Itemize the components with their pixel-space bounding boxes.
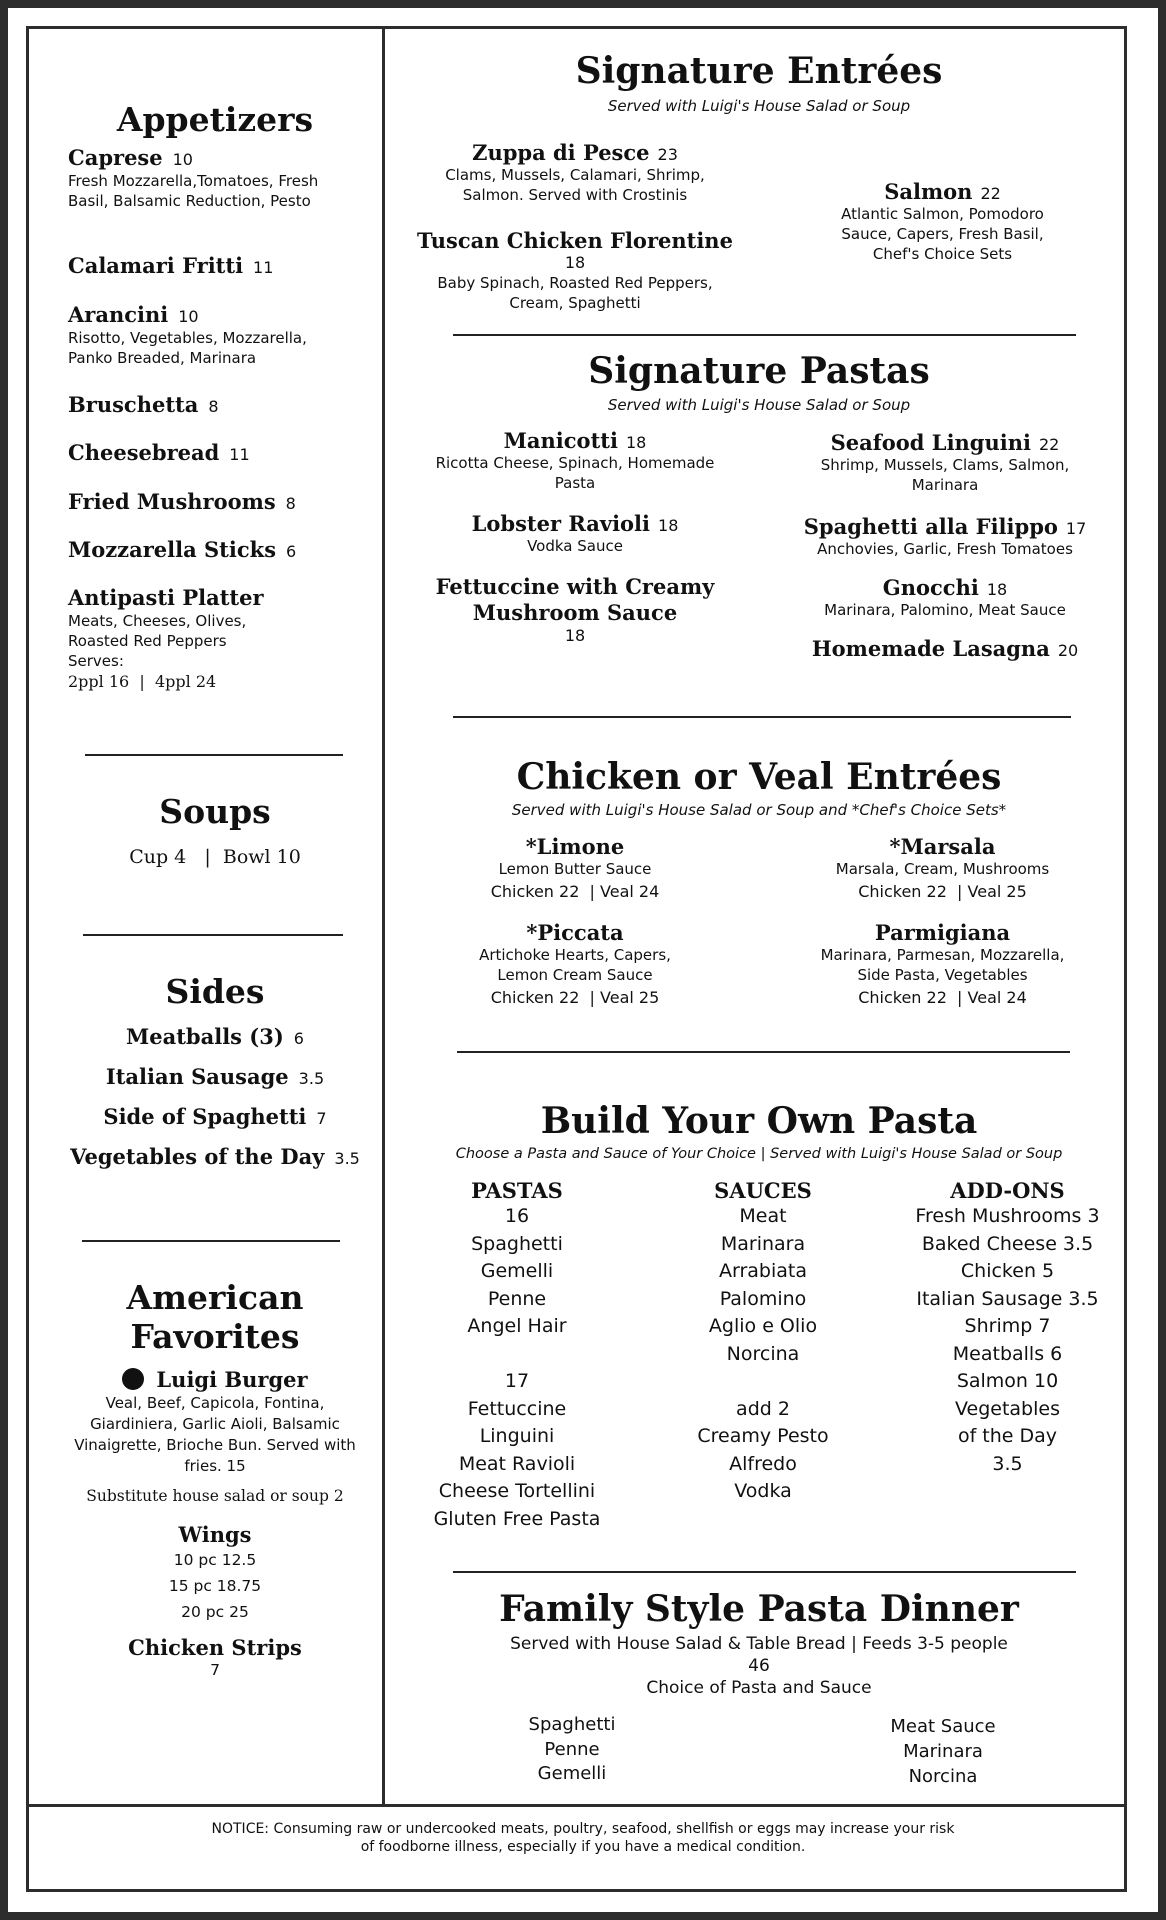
item-name: *Marsala xyxy=(889,834,996,859)
item-desc: Vodka Sauce xyxy=(527,537,623,555)
item-name: Mozzarella Sticks xyxy=(68,537,277,562)
divider xyxy=(457,1051,1070,1053)
item-name: Gnocchi xyxy=(882,575,979,600)
sides-list xyxy=(62,1024,368,1184)
strips-block xyxy=(62,1635,368,1680)
item-price: 22 xyxy=(1039,435,1060,454)
column-heading: ADD-ONS xyxy=(950,1178,1065,1203)
pasta-fettuccine xyxy=(420,574,730,646)
item-prices: Chicken 22 | Veal 25 xyxy=(858,882,1027,901)
item-name: *Limone xyxy=(525,834,625,859)
serves-prices: 2ppl 16 | 4ppl 24 xyxy=(68,672,217,691)
family-block xyxy=(400,1633,1118,1699)
item-name: Fried Mushrooms xyxy=(68,489,276,514)
entree-zuppa xyxy=(420,140,730,205)
item-desc: Veal, Beef, Capicola, Fontina, Giardiniera, Garlic Aioli, Balsamic Vinaigrette, Brioche Bun. Served with fries. 15 xyxy=(74,1394,356,1475)
pasta-gnocchi xyxy=(795,575,1095,620)
item-price: 7 xyxy=(210,1661,220,1679)
item-desc: Risotto, Vegetables, Mozzarella, Panko Breaded, Marinara xyxy=(68,329,307,367)
sides-heading: Sides xyxy=(165,972,265,1011)
item-price: 18 xyxy=(658,516,679,535)
item-name: Zuppa di Pesce xyxy=(472,140,650,165)
item-name: Homemade Lasagna xyxy=(811,636,1050,661)
item-desc: Atlantic Salmon, Pomodoro Sauce, Capers, Fresh Basil, Chef's Choice Sets xyxy=(841,205,1044,263)
item-price: 17 xyxy=(1065,519,1087,538)
item-name: Calamari Fritti xyxy=(68,253,244,278)
byo-subtitle: Choose a Pasta and Sauce of Your Choice | Served with Luigi's House Salad or Soup xyxy=(455,1146,1063,1162)
family-pastas: Spaghetti Penne Gemelli xyxy=(528,1714,616,1784)
item-desc: Ricotta Cheese, Spinach, Homemade Pasta xyxy=(435,454,715,492)
entree-salmon xyxy=(800,179,1085,264)
item-name: Tuscan Chicken Florentine xyxy=(417,228,733,253)
footer-divider xyxy=(26,1804,1127,1807)
entrees-subtitle: Served with Luigi's House Salad or Soup xyxy=(607,97,911,115)
item-prices: Chicken 22 | Veal 24 xyxy=(490,882,660,901)
item-price: 10 xyxy=(178,307,199,326)
soups-heading: Soups xyxy=(159,792,271,831)
item-desc: Lemon Butter Sauce xyxy=(498,860,652,878)
pastas-subtitle: Served with Luigi's House Salad or Soup xyxy=(607,396,911,414)
item-name: Seafood Linguini xyxy=(830,430,1031,455)
item-prices: Chicken 22 | Veal 25 xyxy=(490,988,660,1007)
item-price: 11 xyxy=(229,445,250,464)
item-desc: Marinara, Parmesan, Mozzarella, Side Pasta, Vegetables xyxy=(820,946,1065,984)
pasta-lobster-ravioli xyxy=(420,511,730,556)
chicken-heading: Chicken or Veal Entrées xyxy=(516,756,1002,798)
item-name: Cheesebread xyxy=(68,440,220,465)
byo-sauces-column xyxy=(663,1178,863,1506)
item-prices: Chicken 22 | Veal 24 xyxy=(858,988,1027,1007)
pastas-heading: Signature Pastas xyxy=(588,350,930,392)
byo-pastas-column xyxy=(417,1178,617,1533)
divider xyxy=(83,934,343,936)
item-name: Luigi Burger xyxy=(156,1367,308,1392)
appetizer-arancini xyxy=(68,302,338,368)
pasta-options: 16 Spaghetti Gemelli Penne Angel Hair 17 Fettuccine Linguini Meat Ravioli Cheese Tortellini Gluten Free Pasta xyxy=(433,1205,601,1530)
side-item: Italian Sausage 3.5 xyxy=(105,1064,325,1089)
entree-parmigiana xyxy=(800,920,1085,1010)
item-desc: Fresh Mozzarella,Tomatoes, Fresh Basil, Balsamic Reduction, Pesto xyxy=(68,172,319,210)
family-price: 46 xyxy=(748,1656,770,1676)
item-name: Chicken Strips xyxy=(128,1635,302,1660)
item-price: 20 xyxy=(1057,641,1079,660)
entree-limone xyxy=(435,834,715,904)
side-item: Meatballs (3) 6 xyxy=(126,1024,304,1049)
pasta-seafood-linguini xyxy=(795,430,1095,495)
appetizers-heading: Appetizers xyxy=(116,100,314,139)
item-desc: Shrimp, Mussels, Clams, Salmon, Marinara xyxy=(820,456,1070,494)
byo-heading: Build Your Own Pasta xyxy=(540,1100,978,1142)
item-name: Spaghetti alla Filippo xyxy=(803,514,1058,539)
column-heading: PASTAS xyxy=(471,1178,563,1203)
chicken-subtitle: Served with Luigi's House Salad or Soup and *Chef's Choice Sets* xyxy=(511,801,1007,819)
divider xyxy=(453,1571,1076,1573)
wings-price-list: 10 pc 12.5 15 pc 18.75 20 pc 25 xyxy=(168,1551,262,1621)
entree-tuscan xyxy=(415,228,735,313)
pasta-filippo xyxy=(790,514,1100,559)
item-price: 10 xyxy=(172,150,193,169)
item-name: Caprese xyxy=(68,145,163,170)
item-price: 8 xyxy=(208,397,219,416)
entree-marsala xyxy=(800,834,1085,904)
appetizer-calamari xyxy=(68,253,358,278)
item-desc: Meats, Cheeses, Olives, Roasted Red Peppers xyxy=(68,612,247,650)
addon-options: Fresh Mushrooms 3 Baked Cheese 3.5 Chicken 5 Italian Sausage 3.5 Shrimp 7 Meatballs 6 Salmon 10 Vegetables of the Day 3.5 xyxy=(915,1205,1100,1475)
appetizer-antipasti xyxy=(68,585,283,693)
divider xyxy=(453,716,1071,718)
family-heading: Family Style Pasta Dinner xyxy=(499,1588,1019,1630)
burger-block xyxy=(62,1367,368,1477)
item-name: Wings xyxy=(178,1522,252,1547)
family-sauces: Meat Sauce Marinara Norcina xyxy=(890,1716,996,1787)
item-desc: Clams, Mussels, Calamari, Shrimp, Salmon. Served with Crostinis xyxy=(445,166,705,204)
entrees-heading: Signature Entrées xyxy=(575,50,943,92)
item-price: 18 xyxy=(564,626,586,645)
appetizer-bruschetta xyxy=(68,392,358,417)
divider xyxy=(82,1240,340,1242)
item-name: Fettuccine with Creamy Mushroom Sauce xyxy=(435,574,715,625)
appetizer-caprese xyxy=(68,145,348,211)
wings-block xyxy=(62,1522,368,1625)
pasta-manicotti xyxy=(420,428,730,493)
health-notice: NOTICE: Consuming raw or undercooked meats, poultry, seafood, shellfish or eggs may increase your risk of foodborne illness, especially if you have a medical condition. xyxy=(211,1821,955,1855)
divider xyxy=(85,754,343,756)
item-desc: Artichoke Hearts, Capers, Lemon Cream Sauce xyxy=(479,946,671,984)
item-desc: Marinara, Palomino, Meat Sauce xyxy=(824,601,1066,619)
column-divider xyxy=(382,26,385,1806)
item-price: 8 xyxy=(285,494,296,513)
item-price: 11 xyxy=(253,258,274,277)
appetizer-cheesebread xyxy=(68,440,358,465)
item-price: 22 xyxy=(980,184,1001,203)
family-choice: Choice of Pasta and Sauce xyxy=(646,1678,872,1698)
item-name: *Piccata xyxy=(526,920,624,945)
sauce-options: Meat Marinara Arrabiata Palomino Aglio e Olio Norcina add 2 Creamy Pesto Alfredo Vodka xyxy=(697,1205,829,1502)
item-price: 23 xyxy=(657,145,678,164)
soup-prices: Cup 4 | Bowl 10 xyxy=(129,846,301,868)
item-name: Arancini xyxy=(68,302,169,327)
item-desc: Marsala, Cream, Mushrooms xyxy=(835,860,1050,878)
item-name: Antipasti Platter xyxy=(68,585,264,610)
item-price: 18 xyxy=(986,580,1008,599)
side-item: Side of Spaghetti 7 xyxy=(103,1104,327,1129)
family-subtitle: Served with House Salad & Table Bread | Feeds 3-5 people xyxy=(510,1634,1008,1654)
item-name: Parmigiana xyxy=(874,920,1011,945)
item-name: Bruschetta xyxy=(68,392,199,417)
substitute-note: Substitute house salad or soup 2 xyxy=(86,1487,344,1505)
divider xyxy=(453,334,1076,336)
item-price: 6 xyxy=(286,542,297,561)
item-name: Manicotti xyxy=(503,428,618,453)
item-price: 18 xyxy=(564,253,586,272)
appetizer-mozzarella-sticks xyxy=(68,537,368,562)
item-name: Lobster Ravioli xyxy=(471,511,651,536)
bullet-dot-icon xyxy=(122,1368,144,1390)
american-heading: American Favorites xyxy=(126,1278,304,1356)
side-item: Vegetables of the Day 3.5 xyxy=(70,1144,360,1169)
pasta-lasagna xyxy=(795,636,1095,661)
serves-label: Serves: xyxy=(68,652,124,670)
item-price: 18 xyxy=(625,433,647,452)
item-desc: Anchovies, Garlic, Fresh Tomatoes xyxy=(817,540,1073,558)
appetizer-fried-mushrooms xyxy=(68,489,368,514)
column-heading: SAUCES xyxy=(714,1178,812,1203)
item-name: Salmon xyxy=(884,179,973,204)
item-desc: Baby Spinach, Roasted Red Peppers, Cream, Spaghetti xyxy=(437,274,713,312)
entree-piccata xyxy=(435,920,715,1010)
byo-addons-column xyxy=(900,1178,1115,1478)
